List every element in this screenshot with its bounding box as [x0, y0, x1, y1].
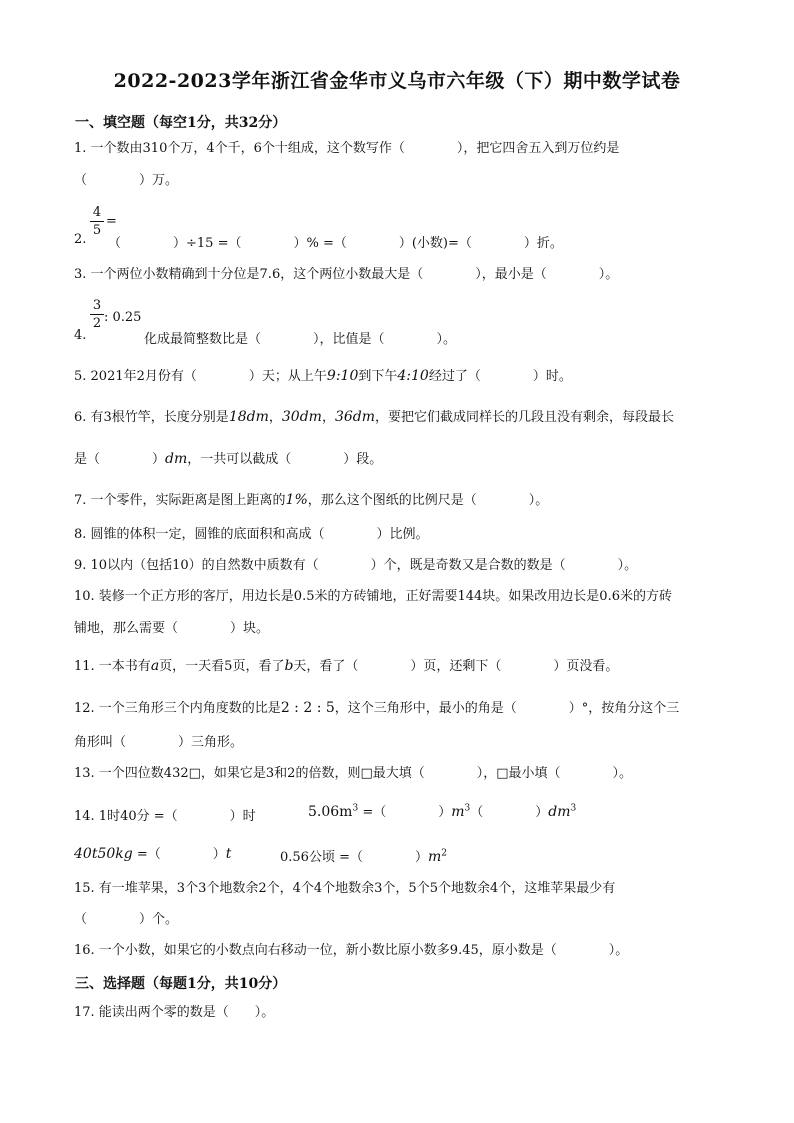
fraction-denominator: 5 [92, 223, 102, 238]
length-1: 18dm [228, 409, 269, 425]
question-1-line-1: 1. 一个数由310个万，4个千，6个十组成，这个数写作（ ），把它四舍五入到万位约是 [74, 141, 620, 156]
length-3: 36dm [334, 409, 376, 425]
unit-m2: m [427, 849, 442, 865]
mass-value: 40t50kg [74, 846, 133, 862]
question-5-part-a: 5. 2021年2月份有（ ）天；从上午 [74, 369, 327, 384]
exponent: 3 [352, 803, 359, 814]
question-6-line-1: 6. 有3根竹竿，长度分别是18dm，30dm，36dm，要把它们截成同样长的几段且没有剩余，每段最长 [74, 409, 675, 425]
question-11 [74, 657, 618, 676]
angle-ratio: 2 : 2 : 5 [280, 700, 335, 716]
question-4-number: 4. [74, 328, 87, 343]
question-11-part-c: 天，看了（ ）页，还剩下（ ）页没看。 [293, 659, 619, 674]
page-title: 2022-2023学年浙江省金华市义乌市六年级（下）期中数学试卷 [113, 70, 681, 92]
question-5 [74, 367, 572, 386]
unit-dm3: dm [548, 804, 571, 820]
question-2-equals: = [106, 214, 117, 229]
question-6-line-2 [74, 450, 382, 469]
question-6-part-b: ，要把它们截成同样长的几段且没有剩余，每段最长 [375, 410, 675, 425]
question-6-part-d: ，一共可以截成（ ）段。 [187, 452, 383, 467]
question-12-part-b: ，这个三角形中，最小的角是（ ）°，按角分这个三 [334, 701, 680, 716]
question-6-part-c: 是（ ） [74, 452, 166, 467]
question-5-part-c: 经过了（ ）时。 [428, 369, 572, 384]
question-11-part-a: 11. 一本书有 [74, 659, 151, 674]
question-2-number: 2. [74, 232, 87, 247]
question-4-fraction [90, 298, 104, 331]
question-11-part-b: 页，一天看5页，看了 [159, 659, 285, 674]
length-2: 30dm [281, 409, 322, 425]
question-17: 17. 能读出两个零的数是（ ）。 [74, 1005, 275, 1020]
question-14-b-mid: =（ ） [358, 805, 452, 820]
time-end: 4:10 [397, 368, 429, 384]
question-6-part-a: 6. 有3根竹竿，长度分别是 [74, 410, 229, 425]
question-14-part-b [308, 801, 576, 820]
question-10-line-1: 10. 装修一个正方形的客厅，用边长是0.5米的方砖铺地，正好需要144块。如果改用边长是0.6米的方砖 [74, 589, 672, 604]
var-a: a [150, 658, 160, 674]
fraction-denominator: 2 [92, 316, 102, 331]
question-14-part-a: 14. 1时40分 =（ ）时 [74, 809, 256, 824]
question-7-part-a: 7. 一个零件，实际距离是图上距离的 [74, 493, 286, 508]
question-7 [74, 491, 548, 510]
question-14-d-text: 0.56公顷 =（ ） [280, 850, 428, 865]
question-10-line-2: 铺地，那么需要（ ）块。 [74, 621, 270, 636]
question-13: 13. 一个四位数432□，如果它是3和2的倍数，则□最大填（ ），□最小填（ ）。 [74, 766, 633, 781]
fraction-numerator: 4 [92, 205, 102, 220]
question-9: 9. 10以内（包括10）的自然数中质数有（ ）个，既是奇数又是合数的数是（ ）。 [74, 558, 638, 573]
unit-dm: dm [165, 451, 188, 467]
question-8: 8. 圆锥的体积一定，圆锥的底面积和高成（ ）比例。 [74, 527, 429, 542]
question-4-rest: 化成最简整数比是（ ），比值是（ ）。 [144, 332, 457, 347]
percent-value: 1% [285, 492, 308, 508]
time-start: 9:10 [326, 368, 359, 384]
section-heading-multiple-choice: 三、选择题（每题1分，共10分） [75, 976, 287, 992]
question-14-c-mid: =（ ） [132, 847, 226, 862]
exponent: 2 [441, 848, 447, 859]
unit-t: t [225, 846, 232, 862]
question-7-part-b: ，那么这个图纸的比例尺是（ ）。 [307, 493, 549, 508]
question-15-line-2: （ ）个。 [74, 912, 179, 927]
question-16: 16. 一个小数，如果它的小数点向右移动一位，新小数比原小数多9.45，原小数是（ ）。 [74, 943, 629, 958]
question-4-ratio: : 0.25 [104, 310, 142, 325]
volume-value: 5.06m [308, 804, 353, 820]
question-14-part-d [280, 846, 447, 865]
question-1-line-2: （ ）万。 [74, 173, 179, 188]
section-heading-fill-blank: 一、填空题（每空1分，共32分） [75, 115, 287, 131]
question-2-rest: （ ）÷15 =（ ）% =（ ）(小数)=（ ）折。 [108, 236, 563, 251]
exponent: 3 [570, 803, 577, 814]
var-b: b [284, 658, 294, 674]
question-14-b-rest: （ ） [470, 805, 549, 820]
exponent: 3 [464, 803, 471, 814]
question-12-line-2: 角形叫（ ）三角形。 [74, 735, 244, 750]
fraction-numerator: 3 [92, 298, 102, 313]
question-15-line-1: 15. 有一堆苹果，3个3个地数余2个，4个4个地数余3个，5个5个地数余4个，这堆苹果最少有 [74, 881, 616, 896]
question-3: 3. 一个两位小数精确到十分位是7.6，这个两位小数最大是（ ），最小是（ ）。 [74, 267, 619, 282]
question-12-part-a: 12. 一个三角形三个内角度数的比是 [74, 701, 281, 716]
question-14-part-c [74, 843, 231, 862]
unit-m3: m [451, 804, 465, 820]
question-5-part-b: 到下午 [358, 369, 398, 384]
question-12-line-1 [74, 699, 679, 718]
question-2-fraction [90, 205, 104, 238]
